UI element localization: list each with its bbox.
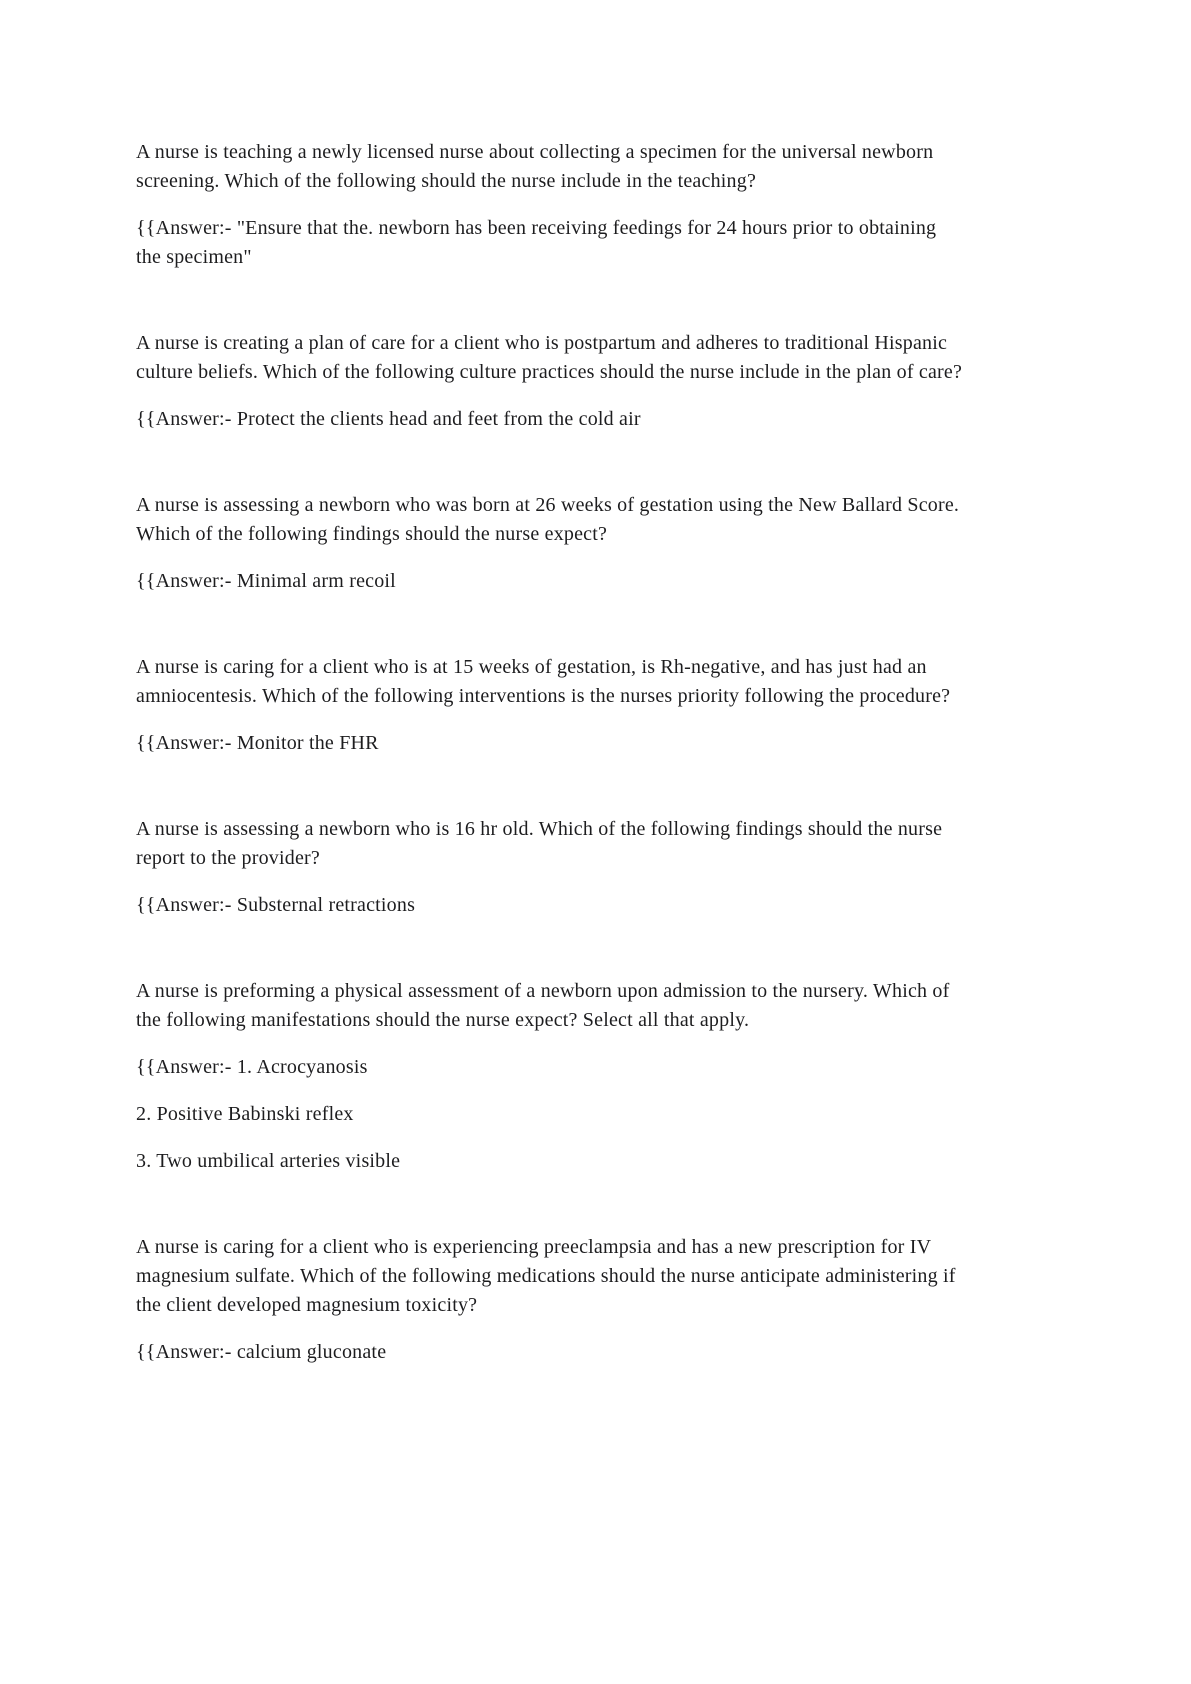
qa-block — [136, 138, 963, 272]
answer-text: {{Answer:- calcium gluconate — [136, 1341, 387, 1363]
question-text: A nurse is preforming a physical assessment of a newborn upon admission to the nursery. Which of the following manifestations should the nurse expect? Select all that apply. — [136, 980, 950, 1031]
question-text: A nurse is creating a plan of care for a client who is postpartum and adheres to traditional Hispanic culture beliefs. Which of the following culture practices should the nurse include in the plan of care? — [136, 332, 963, 383]
answer-text: {{Answer:- "Ensure that the. newborn has been receiving feedings for 24 hours prior to obtaining the specimen" — [136, 217, 937, 268]
answer-text: {{Answer:- Minimal arm recoil — [136, 570, 396, 592]
question-text: A nurse is caring for a client who is experiencing preeclampsia and has a new prescription for IV magnesium sulfate. Which of the following medications should the nurse anticipate administering if the client developed magnesium toxicity? — [136, 1236, 956, 1316]
question-text: A nurse is assessing a newborn who is 16 hr old. Which of the following findings should the nurse report to the provider? — [136, 818, 943, 869]
qa-block — [136, 491, 963, 596]
qa-block — [136, 653, 963, 758]
answer-text: 3. Two umbilical arteries visible — [136, 1150, 401, 1172]
answer-text: {{Answer:- Protect the clients head and feet from the cold air — [136, 408, 641, 430]
answer-text: 2. Positive Babinski reflex — [136, 1103, 354, 1125]
qa-block — [136, 1233, 963, 1367]
answer-text: {{Answer:- Monitor the FHR — [136, 732, 379, 754]
answer-text: {{Answer:- Substernal retractions — [136, 894, 416, 916]
qa-block — [136, 329, 963, 434]
answer-text: {{Answer:- 1. Acrocyanosis — [136, 1056, 368, 1078]
question-text: A nurse is caring for a client who is at 15 weeks of gestation, is Rh-negative, and has just had an amniocentesis. Which of the following interventions is the nurses priority following the procedure? — [136, 656, 951, 707]
qa-block — [136, 977, 963, 1176]
qa-block — [136, 815, 963, 920]
question-text: A nurse is assessing a newborn who was born at 26 weeks of gestation using the New Ballard Score. Which of the following findings should the nurse expect? — [136, 494, 960, 545]
question-text: A nurse is teaching a newly licensed nurse about collecting a specimen for the universal newborn screening. Which of the following should the nurse include in the teaching? — [136, 141, 934, 192]
